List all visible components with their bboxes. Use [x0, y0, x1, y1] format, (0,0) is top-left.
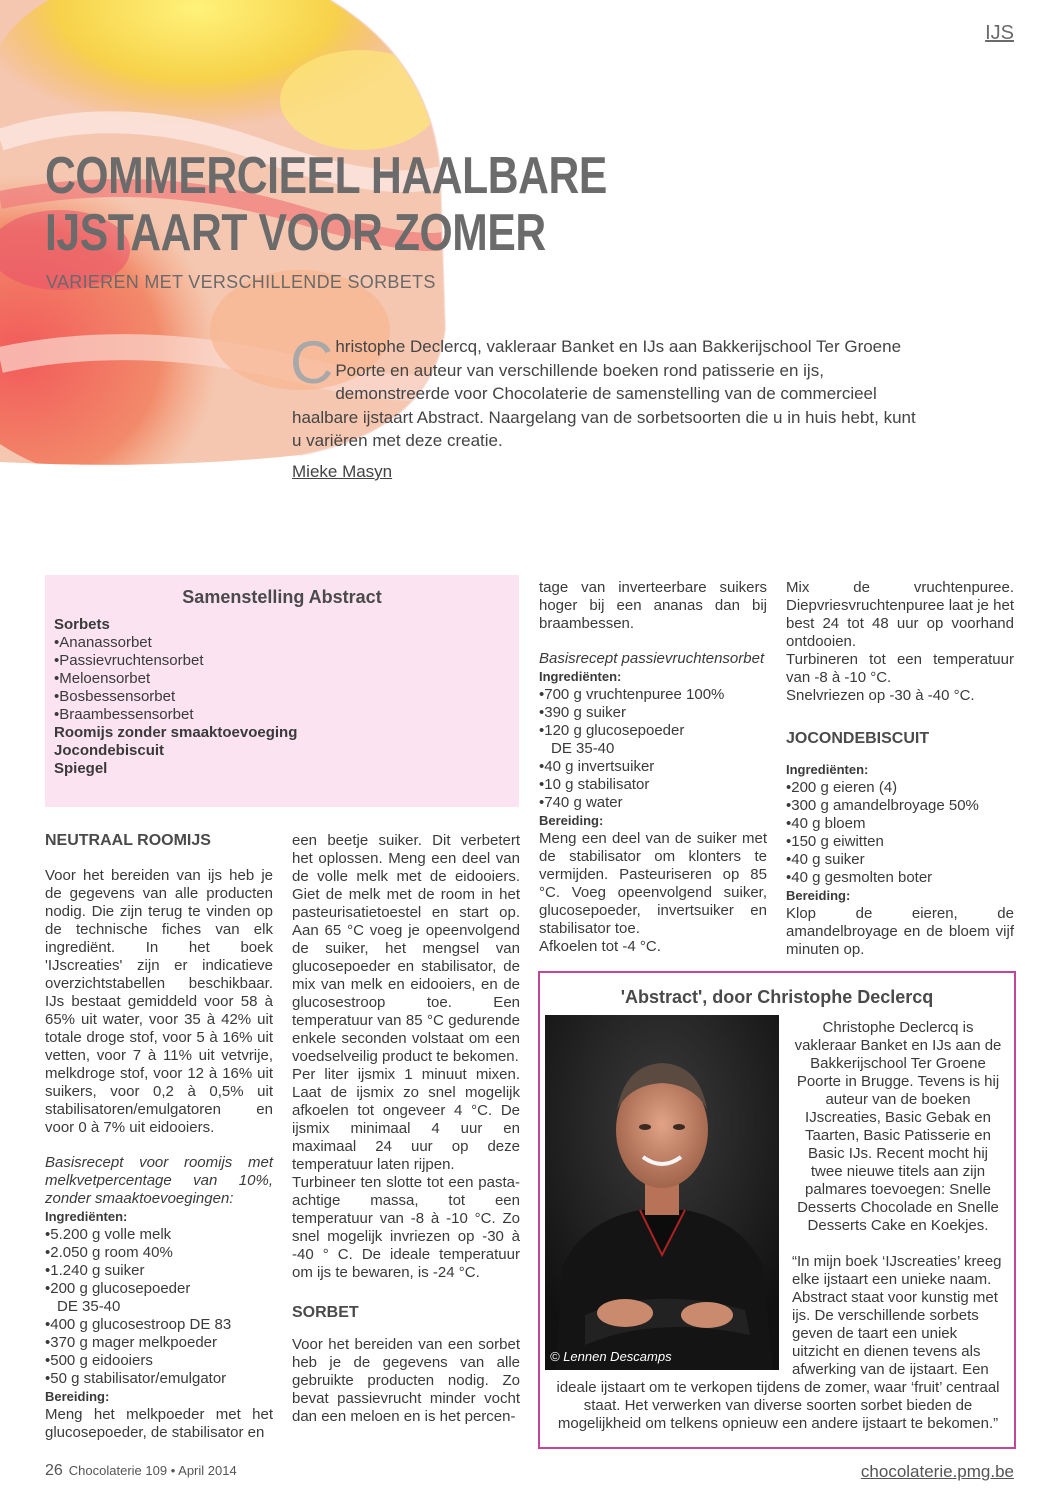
page-title	[45, 148, 619, 262]
list-item: •50 g stabilisator/emulgator	[45, 1370, 227, 1387]
list-item: •40 g invertsuiker	[539, 758, 655, 775]
list-item: •150 g eiwitten	[786, 833, 884, 850]
list-item: DE 35-40	[551, 740, 615, 757]
col4-paragraph-1: Mix de vruchtenpuree. Diepvriesvruchtenpuree laat je het best 24 tot 48 uur op voorhand ontdooien.	[786, 579, 1014, 650]
column-3	[539, 579, 767, 956]
col2-paragraph-1: een beetje suiker. Dit verbetert het oplossen. Meng een deel van de volle melk met de eidooiers. Giet de melk met de room in het pasteurisatietoestel en start op. Aan 65 °C voeg je opeenvolgend de suiker, het mengsel van glucosepoeder en stabilisator, de mix van melk en eidooiers, en de glucosestroop toe. Een temperatuur van 85 °C gedurende enkele seconden volstaat om een voedselveilig product te bekomen.	[292, 832, 520, 1065]
col2-paragraph-4: Voor het bereiden van een sorbet heb je de gegevens van alle gebruikte producten nodig. Zo bevat passievrucht minder vocht dan een meloen en is het percen-	[292, 1336, 520, 1425]
list-item: •370 g mager melkpoeder	[45, 1334, 218, 1351]
list-item: •400 g glucosestroop DE 83	[45, 1316, 232, 1333]
author-link[interactable]: Mieke Masyn	[292, 462, 393, 481]
col4-paragraph-3: Snelvriezen op -30 à -40 °C.	[786, 687, 975, 704]
page-number: 26	[45, 1462, 63, 1479]
list-item: Roomijs zonder smaaktoevoeging	[54, 724, 298, 741]
list-item: •Ananassorbet	[54, 634, 152, 651]
list-item: DE 35-40	[57, 1298, 121, 1315]
section-label[interactable]: IJS	[985, 22, 1014, 44]
column-1	[45, 832, 273, 1442]
intro-paragraph	[290, 329, 917, 453]
composition-box	[45, 575, 519, 807]
list-item: •740 g water	[539, 794, 623, 811]
footer-website-link[interactable]: chocolaterie.pmg.be	[860, 1462, 1014, 1481]
col1-preparation-label: Bereiding:	[45, 1389, 110, 1404]
footer-issue	[45, 1462, 237, 1480]
heading-neutraal-roomijs: NEUTRAAL ROOMIJS	[45, 832, 211, 849]
col3-recipe-title: Basisrecept passievruchtensorbet	[539, 650, 765, 667]
list-item: •500 g eidooiers	[45, 1352, 153, 1369]
profile-title: 'Abstract', door Christophe Declercq	[620, 987, 934, 1007]
col4-ingredients-label: Ingrediënten:	[786, 762, 869, 777]
list-item: Jocondebiscuit	[54, 742, 165, 759]
col1-paragraph: Voor het bereiden van ijs heb je de gegevens van alle producten nodig. Die zijn terug te vinden op de technische fiches van elk ingrediënt. In het boek 'IJscreaties' zijn er indicatieve overzichtstabellen beschikbaar. IJs bestaat gemiddeld voor 58 à 65% uit water, voor 35 à 42% uit totale droge stof, voor 5 à 16% uit vetten, voor 7 à 11% uit vetvrije, melkdroge stof, voor 12 à 16% uit suikers, voor 0,2 à 0,5% uit stabilisatoren/emulgatoren en voor 0 à 7% uit eidooiers.	[45, 867, 273, 1136]
profile-bio: Christophe Declercq is vakleraar Banket en IJs aan de Bakkerijschool Ter Groene Poorte in Brugge. Tevens is hij auteur van de boeken IJscreaties, Basic Gebak en Taarten, Basic Patisserie en Basic IJs. Recent mocht hij twee nieuwe titels aan zijn palmares toevoegen: Snelle Desserts Chocolade en Snelle Desserts Cake en Koekjes.	[794, 1019, 1002, 1234]
chef-silhouette	[545, 1015, 779, 1370]
subtitle: VARIEREN MET VERSCHILLENDE SORBETS	[46, 272, 436, 292]
col1-recipe-title: Basisrecept voor roomijs met melkvetpercentage van 10%, zonder smaaktoevoegingen:	[45, 1154, 273, 1207]
list-item: •2.050 g room 40%	[45, 1244, 173, 1261]
list-item: •10 g stabilisator	[539, 776, 650, 793]
list-item: •200 g eieren (4)	[786, 779, 898, 796]
col3-paragraph-1: tage van inverteerbare suikers hoger bij een ananas dan bij braambessen.	[539, 579, 767, 632]
box-sorbets-label: Sorbets	[54, 616, 110, 633]
list-item: •1.240 g suiker	[45, 1262, 145, 1279]
list-item: •200 g glucosepoeder	[45, 1280, 191, 1297]
list-item: •Meloensorbet	[54, 670, 151, 687]
col4-preparation: Klop de eieren, de amandelbroyage en de bloem vijf minuten op.	[786, 905, 1014, 958]
chef-portrait-image	[545, 1015, 779, 1370]
list-item: Spiegel	[54, 760, 108, 777]
profile-box	[538, 971, 1016, 1449]
list-item: •120 g glucosepoeder	[539, 722, 685, 739]
column-4	[786, 579, 1014, 959]
list-item: •Bosbessensorbet	[54, 688, 176, 705]
drop-cap: C	[290, 329, 334, 396]
col4-preparation-label: Bereiding:	[786, 888, 851, 903]
profile-quote-part-2: ideale ijstaart om te verkopen tijdens de zomer, waar ‘fruit’ centraal staat. Het verwerken van diverse soorten sorbet bieden de mogelijkheid om telkens opnieuw een andere ijstaart te bekomen.”	[556, 1379, 1000, 1432]
list-item: •5.200 g volle melk	[45, 1226, 172, 1243]
list-item: •300 g amandelbroyage 50%	[786, 797, 979, 814]
issue-label: Chocolaterie 109 • April 2014	[68, 1463, 237, 1478]
box-list	[54, 616, 519, 778]
list-item: •40 g suiker	[786, 851, 865, 868]
col3-preparation-label: Bereiding:	[539, 813, 604, 828]
list-item: •Braambessensorbet	[54, 706, 194, 723]
box-title: Samenstelling Abstract	[182, 587, 382, 607]
col1-ingredients-label: Ingrediënten:	[45, 1209, 128, 1224]
heading-sorbet: SORBET	[292, 1304, 359, 1321]
profile-quote-part-1: “In mijn boek ‘IJscreaties’ kreeg elke ijstaart een unieke naam. Abstract staat voor kunstig met ijs. De verschillende sorbets geven de taart een uniek uitzicht en dienen tevens als afwerking van de ijstaart. Een	[792, 1253, 1002, 1378]
list-item: •40 g bloem	[786, 815, 866, 832]
column-2	[292, 832, 520, 1426]
col2-paragraph-3: Turbineer ten slotte tot een pasta-achtige massa, tot een temperatuur van -8 à -10 °C. Zo snel mogelijk invriezen op -30 à -40 ° C. De ideale temperatuur om ijs te bewaren, is -24 °C.	[292, 1174, 520, 1281]
col3-ingredients-label: Ingrediënten:	[539, 669, 622, 684]
col3-preparation: Meng een deel van de suiker met de stabilisator om klonters te vermijden. Pasteuriseren op 85 °C. Voeg opeenvolgend suiker, glucosepoeder, invertsuiker en stabilisator toe.	[539, 830, 767, 937]
list-item: •390 g suiker	[539, 704, 626, 721]
list-item: •Passievruchtensorbet	[54, 652, 204, 669]
title-line-2: IJSTAART VOOR ZOMER	[45, 204, 546, 262]
list-item: •700 g vruchtenpuree 100%	[539, 686, 725, 703]
intro-text: hristophe Declercq, vakleraar Banket en IJs aan Bakkerijschool Ter Groene Poorte en auteur van verschillende boeken rond patisserie en ijs, demonstreerde voor Chocolaterie de samenstelling van de commercieel haalbare ijstaart Abstract. Naargelang van de sorbetsoorten die u in huis hebt, kunt u variëren met deze creatie.	[292, 337, 916, 450]
photo-credit: © Lennen Descamps	[550, 1349, 672, 1364]
title-line-1: COMMERCIEEL HAALBARE	[45, 147, 607, 205]
col3-cooling: Afkoelen tot -4 °C.	[539, 938, 661, 955]
col1-preparation: Meng het melkpoeder met het glucosepoeder, de stabilisator en	[45, 1406, 273, 1441]
col2-paragraph-2: Per liter ijsmix 1 minuut mixen. Laat de ijsmix zo snel mogelijk afkoelen tot ongeveer 4 °C. De ijsmix minimaal 4 uur en maximaal 24 uur op deze temperatuur laten rijpen.	[292, 1066, 520, 1173]
list-item: •40 g gesmolten boter	[786, 869, 933, 886]
heading-jocondebiscuit: JOCONDEBISCUIT	[786, 730, 930, 747]
col4-paragraph-2: Turbineren tot een temperatuur van -8 à -10 °C.	[786, 651, 1014, 686]
